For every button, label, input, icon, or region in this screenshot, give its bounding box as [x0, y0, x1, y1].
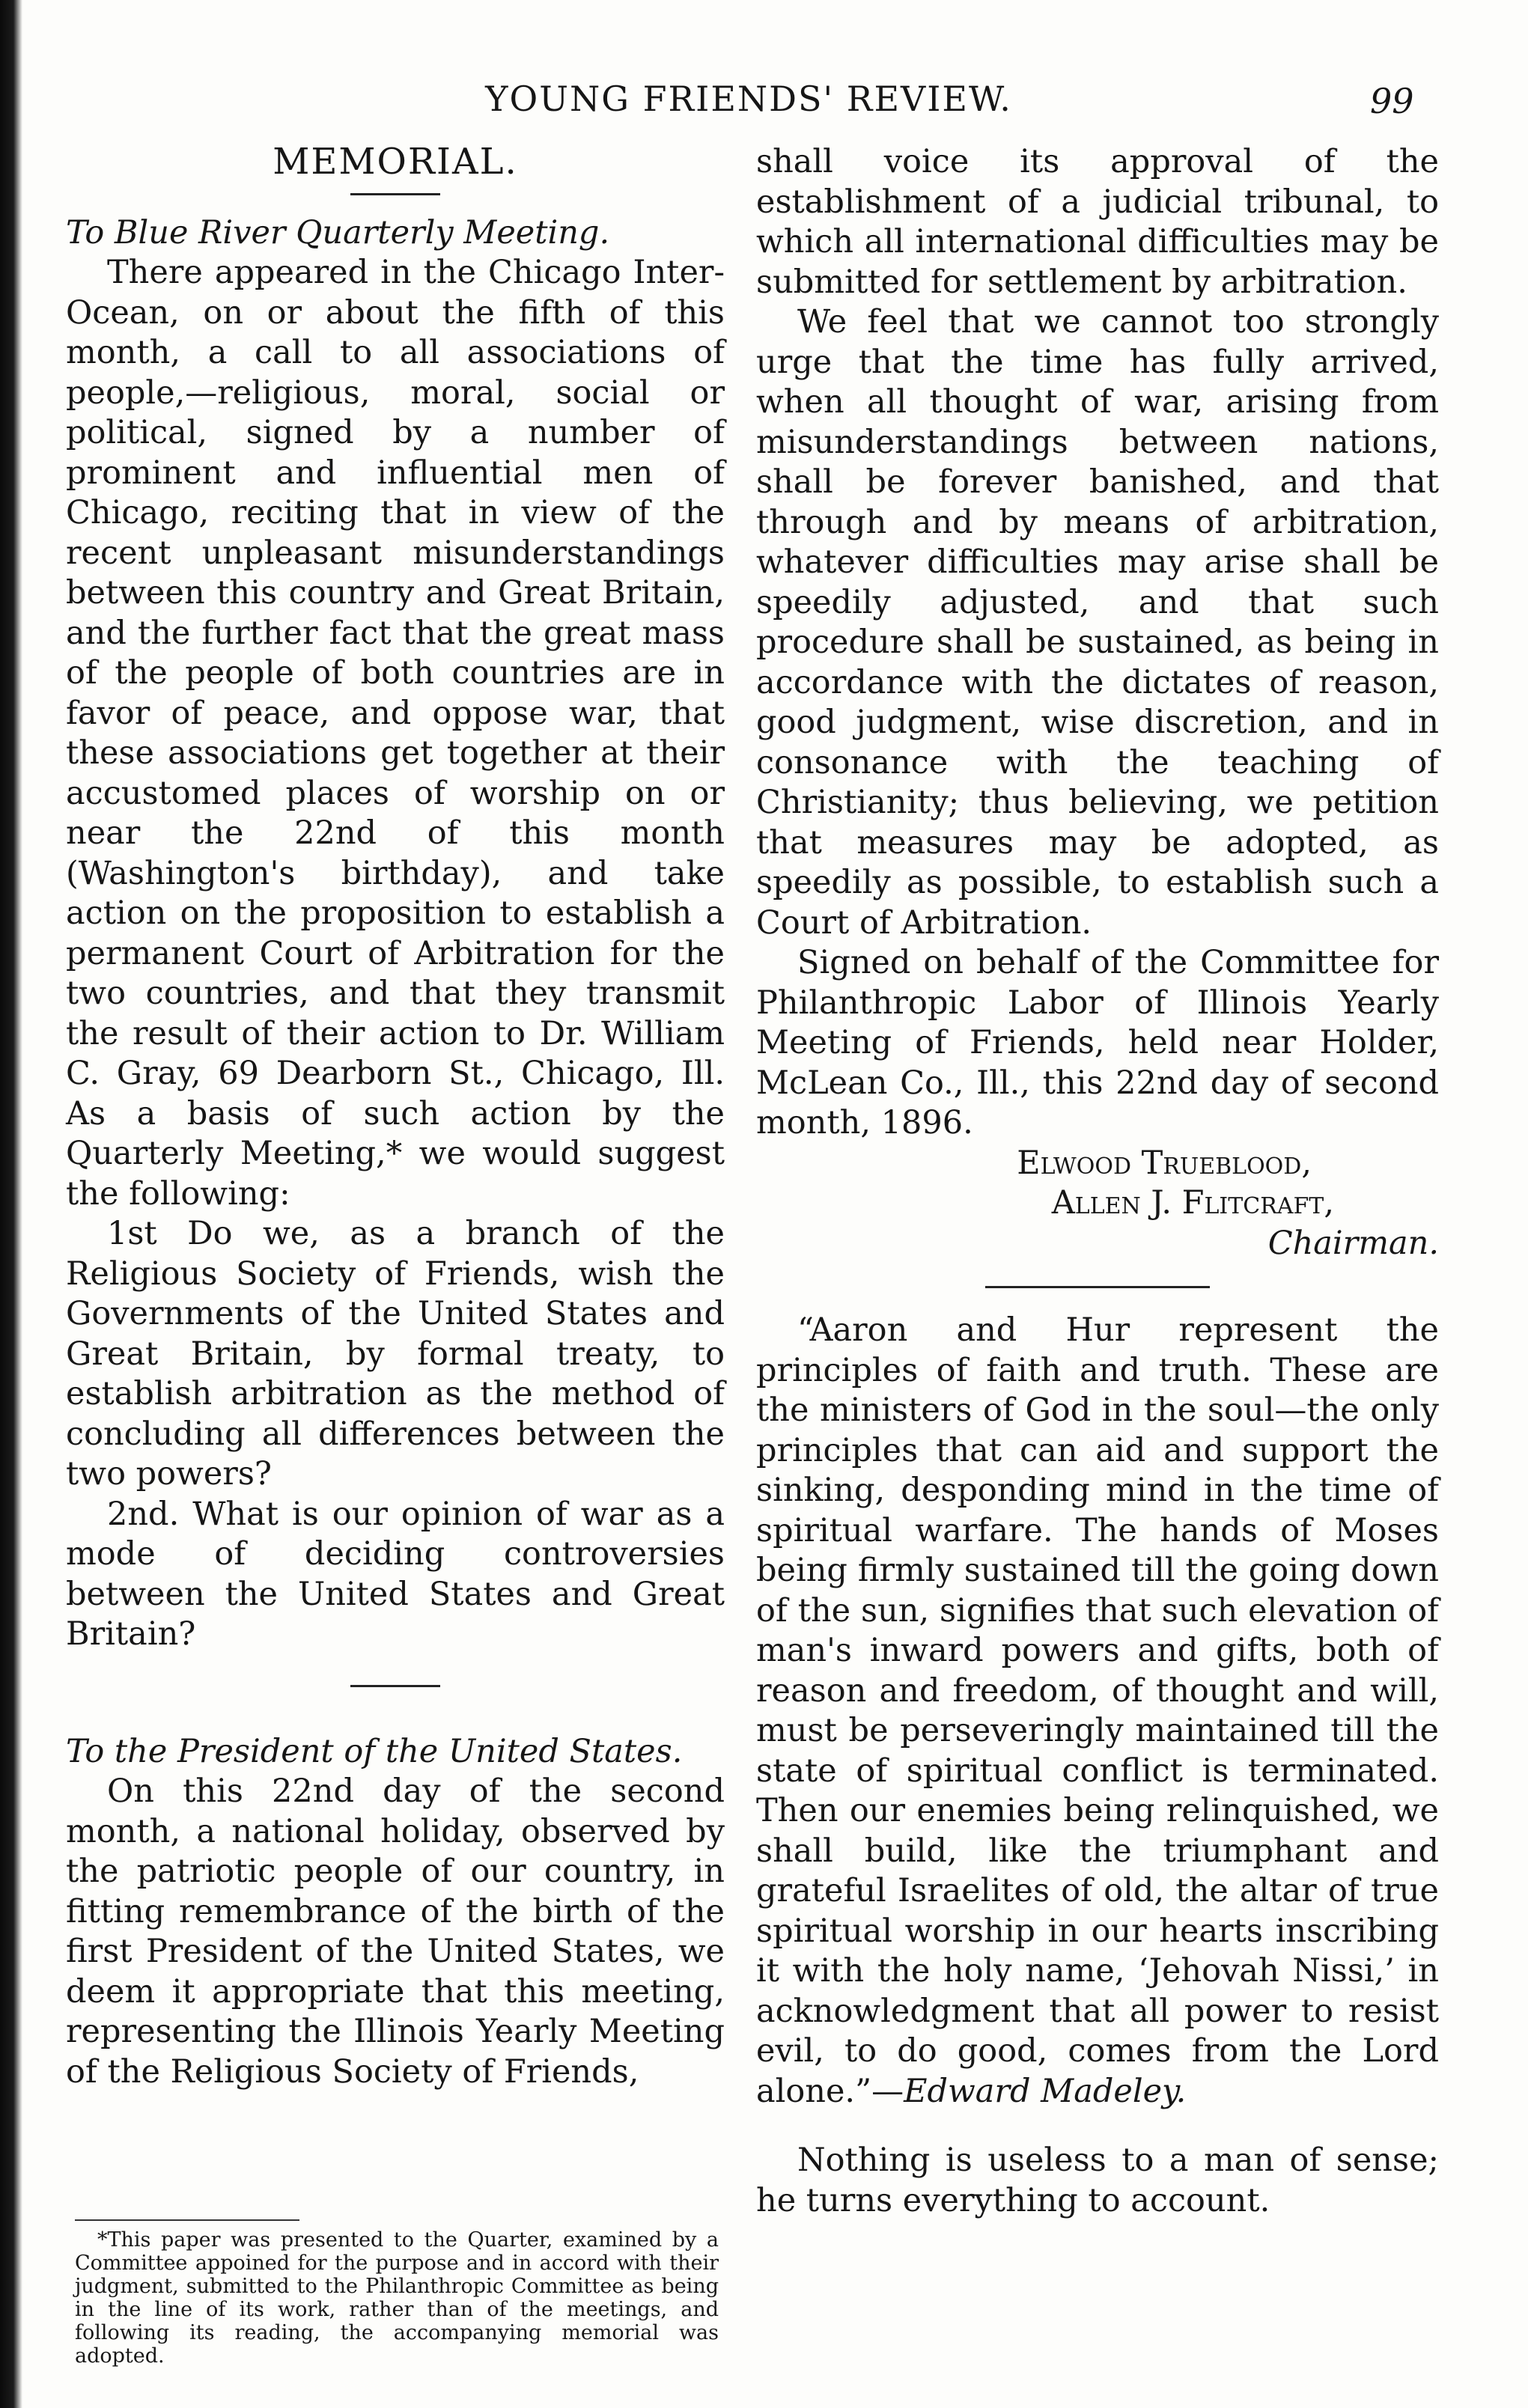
memorial-paragraph: There appeared in the Chicago Inter-Ocean, on or about the fifth of this month, a call to all associations of people,—religious, moral, social or political, signed by a number of prominent and influential men of Chicago, reciting that in view of the recent unpleasant misunderstandings between this country and Great Britain, and the further fact that the great mass of the people of both countries are in favor of peace, and oppose war, that these associations get together at their accustomed places of worship on or near the 22nd of this month (Washington's birthday), and take action on the proposition to establish a permanent Court of Arbitration for the two countries, and that they transmit the result of their action to Dr. William C. Gray, 69 Dearborn St., Chicago, Ill. As a basis of such action by the Quarterly Meeting,* we would suggest the following:	[66, 254, 725, 1213]
page-number: 99	[1370, 81, 1414, 121]
madeley-quote	[756, 1311, 1439, 2112]
right-column	[756, 142, 1439, 2221]
running-title: YOUNG FRIENDS' REVIEW.	[485, 79, 1012, 119]
left-column	[66, 142, 725, 2092]
quote-author: Edward Madeley.	[904, 2072, 1187, 2110]
quote-divider	[985, 1286, 1210, 1288]
quote-text: “Aaron and Hur represent the principles of faith and truth. These are the ministers of God in the soul—the only principles that can aid and support the sinking, desponding mind in the time of spiritual warfare. The hands of Moses being firmly sustained till the going down of the sun, signifies that such elevation of man's inward powers and gifts, both of reason and freedom, of thought and will, must be perseveringly maintained till the state of spiritual conflict is terminated. Then our enemies being relinquished, we shall build, like the triumphant and grateful Israelites of old, the altar of true spiritual worship in our hearts inscribing it with the holy name, ‘Jehovah Nissi,’ in acknowledgment that all power to resist evil, to do good, comes from the Lord alone.”—	[756, 1311, 1439, 2110]
maxim-divider	[985, 2125, 1210, 2127]
signature-chairman: Chairman.	[1267, 1224, 1439, 1262]
continued-paragraph: shall voice its approval of the establishment of a judicial tribunal, to which all international difficulties may be submitted for settlement by arbitration.	[756, 143, 1439, 301]
arbitration-paragraph: We feel that we cannot too strongly urge that the time has fully arrived, when all thought of war, arising from misunderstandings between nations, shall be forever banished, and that through and by means of arbitration, whatever difficulties may arise shall be speedily adjusted, and that such procedure shall be sustained, as being in accordance with the dictates of reason, good judgment, wise discretion, and in consonance with the teaching of Christianity; thus believing, we petition that measures may be adopted, as speedily as possible, to establish such a Court of Arbitration.	[756, 303, 1439, 942]
question-first: 1st Do we, as a branch of the Religious Society of Friends, wish the Governments of the United States and Great Britain, by formal treaty, to establish arbitration as the method of concluding all differences between the two powers?	[66, 1215, 725, 1493]
question-second: 2nd. What is our opinion of war as a mode of deciding controversies between the United States and Great Britain?	[66, 1495, 725, 1653]
president-paragraph: On this 22nd day of the second month, a national holiday, observed by the patriotic people of our country, in fitting remembrance of the birth of the first President of the United States, we deem it appropriate that this meeting, representing the Illinois Yearly Meeting of the Religious Society of Friends,	[66, 1773, 725, 2091]
signature-trueblood: Elwood Trueblood,	[1017, 1144, 1312, 1182]
footnote-rule	[75, 2219, 299, 2221]
subhead-president: To the President of the United States.	[66, 1732, 683, 1770]
subhead-blue-river: To Blue River Quarterly Meeting.	[66, 213, 610, 252]
footnote	[75, 2219, 719, 2368]
memorial-title: MEMORIAL.	[273, 141, 518, 183]
book-binding-edge	[0, 0, 22, 2408]
section-divider	[350, 1685, 440, 1687]
title-divider	[350, 193, 440, 195]
maxim: Nothing is useless to a man of sense; he turns everything to account.	[756, 2142, 1439, 2219]
footnote-text: *This paper was presented to the Quarter, examined by a Committee appoined for the purpose and in accord with their judgment, submitted to the Philanthropic Committee as being in the line of its work, rather than of the meetings, and following its reading, the accompanying memorial was adopted.	[75, 2228, 719, 2368]
signed-paragraph: Signed on behalf of the Committee for Philanthropic Labor of Illinois Yearly Meeting of Friends, held near Holder, McLean Co., Ill., this 22nd day of second month, 1896.	[756, 944, 1439, 1141]
signature-flitcraft: Allen J. Flitcraft,	[1051, 1184, 1334, 1222]
